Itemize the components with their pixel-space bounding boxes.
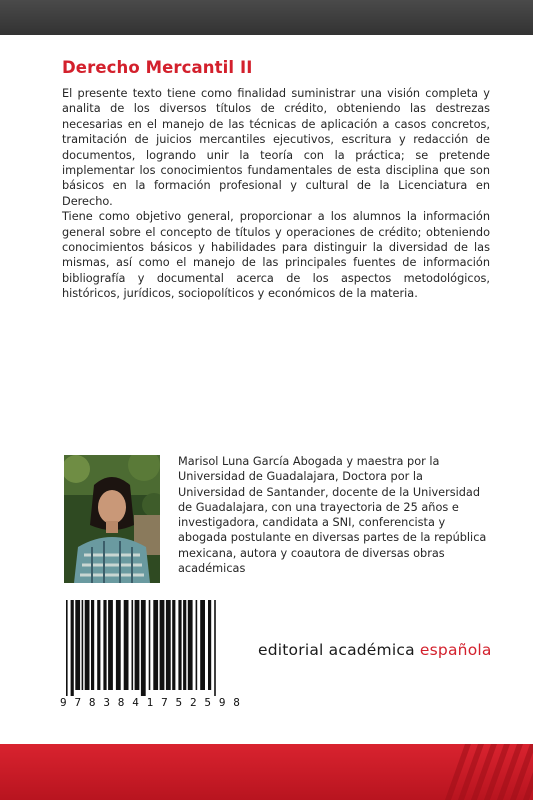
isbn-barcode <box>60 600 240 708</box>
bottom-band <box>0 744 533 800</box>
barcode-digit: 9 <box>60 696 67 709</box>
author-photo <box>64 455 160 583</box>
barcode-digit: 8 <box>233 696 240 709</box>
barcode-bars <box>60 600 240 696</box>
description-paragraph-2: Tiene como objetivo general, proporcionar a los alumnos la información general sobre el concepto de títulos y operaciones de crédito; obteniendo conocimientos básicos y habilidades para distinguir la diversidad de las mismas, así como el manejo de las principales fuentes de información bibliografía y documental acerca de los aspectos metodológicos, históricos, jurídicos, sociopolíticos y económicos de la materia. <box>62 210 490 301</box>
barcode-digit: 8 <box>88 696 96 709</box>
barcode-digit: 5 <box>175 696 183 709</box>
barcode-digit: 1 <box>146 696 154 709</box>
book-description <box>62 86 490 302</box>
book-title: Derecho Mercantil II <box>62 58 253 77</box>
author-bio: Marisol Luna García Abogada y maestra por la Universidad de Guadalajara, Doctora por la Universidad de Santander, docente de la Universidad de Guadalajara, con una trayectoria de 25 años e investigadora, candidata a SNI, conferencista y abogada postulante en diversas partes de la república mexicana, autora y coautora de diversas obras académicas <box>178 455 487 576</box>
barcode-digit: 5 <box>204 696 211 709</box>
barcode-digits <box>60 696 240 709</box>
barcode-digit: 7 <box>74 696 82 709</box>
publisher-logo <box>258 641 492 659</box>
barcode-digit: 3 <box>103 696 110 709</box>
barcode-digit: 2 <box>189 696 197 709</box>
description-paragraph-1: El presente texto tiene como finalidad suministrar una visión completa y analita de los diversos títulos de crédito, obteniendo las destrezas necesarias en el manejo de las técnicas de aplicación a casos concretos, tramitación de juicios mercantiles ejecutivos, escritura y redacción de documentos, logrando unir la teoría con la práctica; se pretende implementar los conocimientos fundamentales de esta disciplina que son básicos en la formación profesional y cultural de la Licenciatura en Derecho. <box>62 87 490 208</box>
publisher-name: editorial académica <box>258 641 415 659</box>
barcode-digit: 7 <box>161 696 168 709</box>
top-band <box>0 0 533 35</box>
barcode-digit: 9 <box>218 696 226 709</box>
barcode-digit: 4 <box>132 696 139 709</box>
publisher-name-accent: española <box>419 641 492 659</box>
barcode-digit: 8 <box>117 696 125 709</box>
